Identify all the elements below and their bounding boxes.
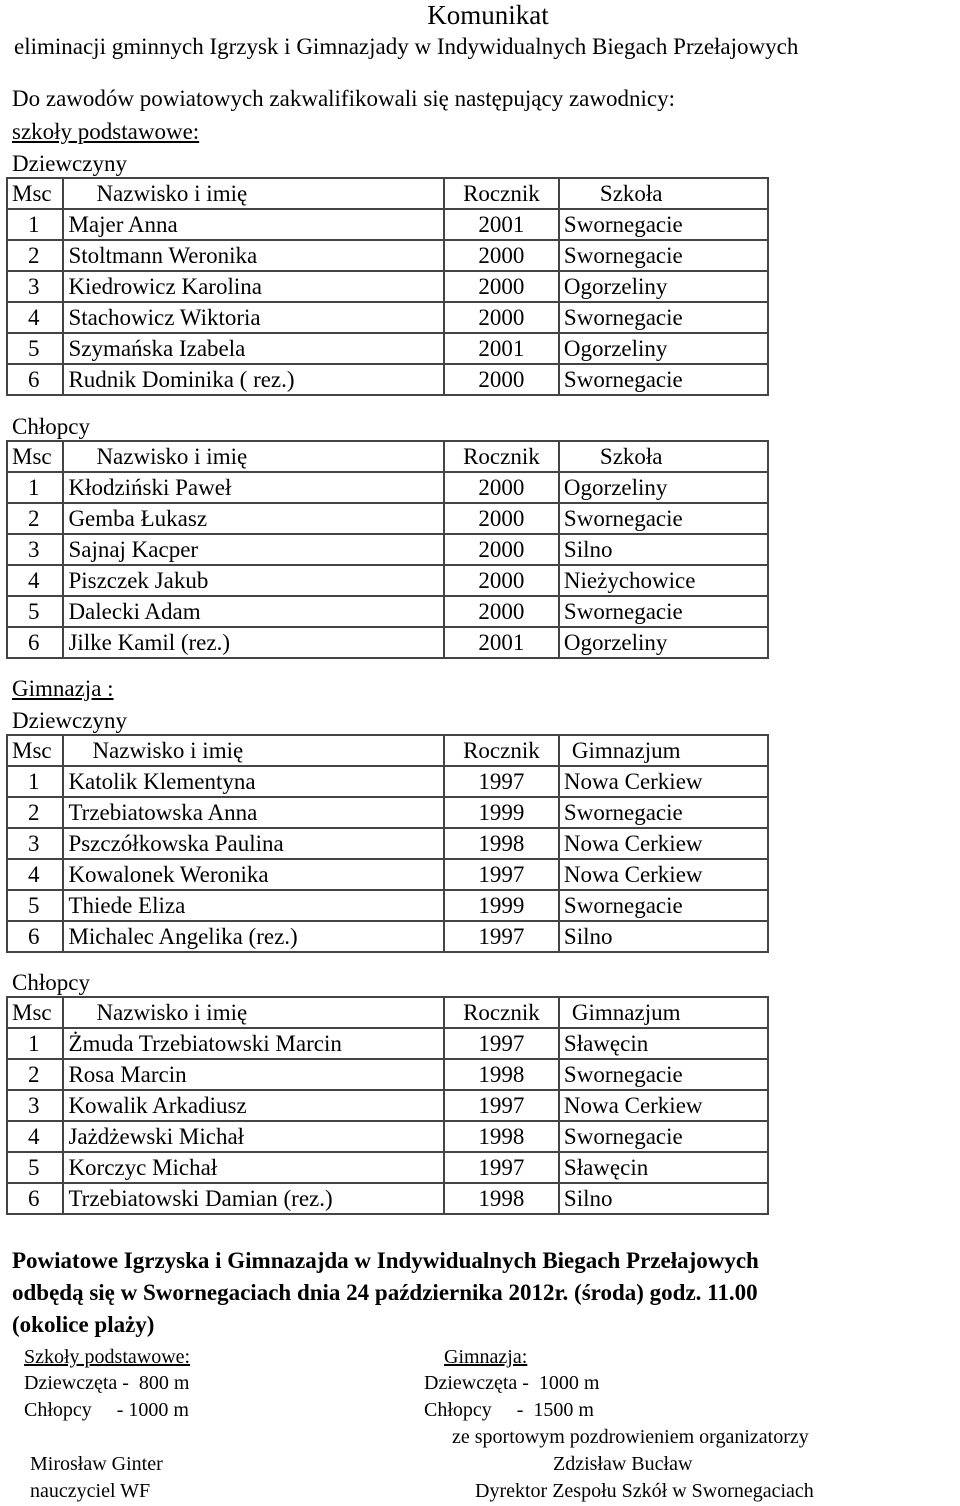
- row-year: 1997: [444, 921, 559, 952]
- header-name: Nazwisko i imię: [63, 178, 444, 209]
- row-school: Swornegacie: [559, 302, 768, 333]
- row-place: 4: [7, 302, 63, 333]
- header-school: Gimnazjum: [559, 735, 768, 766]
- table-header-row: [7, 997, 768, 1028]
- row-year: 2000: [444, 565, 559, 596]
- header-school: Gimnazjum: [559, 997, 768, 1028]
- row-name: Gemba Łukasz: [63, 503, 444, 534]
- table-header-row: [7, 441, 768, 472]
- row-place: 6: [7, 921, 63, 952]
- footer-left-name: Mirosław Ginter: [30, 1453, 163, 1475]
- table-row: [7, 271, 768, 302]
- row-place: 3: [7, 1090, 63, 1121]
- row-year: 1997: [444, 1090, 559, 1121]
- row-year: 1998: [444, 1183, 559, 1214]
- row-year: 1998: [444, 1121, 559, 1152]
- distances-sp-label: Szkoły podstawowe:: [24, 1346, 191, 1368]
- row-year: 2001: [444, 627, 559, 658]
- label-boys-gim: Chłopcy: [12, 970, 90, 995]
- row-name: Jilke Kamil (rez.): [63, 627, 444, 658]
- table-row: [7, 565, 768, 596]
- label-boys-sp: Chłopcy: [12, 414, 90, 439]
- row-school: Ogorzeliny: [559, 472, 768, 503]
- row-school: Sławęcin: [559, 1152, 768, 1183]
- row-place: 4: [7, 1121, 63, 1152]
- row-name: Sajnaj Kacper: [63, 534, 444, 565]
- table-row: [7, 766, 768, 797]
- label-girls-sp: Dziewczyny: [12, 151, 127, 176]
- table-row: [7, 240, 768, 271]
- table-gim-girls: [6, 734, 769, 953]
- section-primary-schools: szkoły podstawowe:: [12, 119, 200, 144]
- row-name: Kowalonek Weronika: [63, 859, 444, 890]
- row-name: Pszczółkowska Paulina: [63, 828, 444, 859]
- header-place: Msc: [7, 997, 63, 1028]
- footer-right-name: Zdzisław Bucław: [553, 1453, 693, 1475]
- row-name: Majer Anna: [63, 209, 444, 240]
- row-name: Rudnik Dominika ( rez.): [63, 364, 444, 395]
- table-row: [7, 1152, 768, 1183]
- row-place: 6: [7, 364, 63, 395]
- table-row: [7, 859, 768, 890]
- footer-right-role: Dyrektor Zespołu Szkół w Swornegaciach: [475, 1480, 814, 1502]
- header-year: Rocznik: [444, 997, 559, 1028]
- footer-left-role: nauczyciel WF: [30, 1480, 151, 1502]
- row-school: Silno: [559, 1183, 768, 1214]
- row-school: Swornegacie: [559, 1121, 768, 1152]
- row-place: 1: [7, 472, 63, 503]
- row-name: Dalecki Adam: [63, 596, 444, 627]
- row-year: 1999: [444, 890, 559, 921]
- row-name: Kiedrowicz Karolina: [63, 271, 444, 302]
- header-place: Msc: [7, 735, 63, 766]
- row-place: 3: [7, 271, 63, 302]
- row-place: 2: [7, 503, 63, 534]
- row-year: 2000: [444, 534, 559, 565]
- row-name: Korczyc Michał: [63, 1152, 444, 1183]
- row-name: Stoltmann Weronika: [63, 240, 444, 271]
- row-year: 2001: [444, 333, 559, 364]
- row-school: Nowa Cerkiew: [559, 1090, 768, 1121]
- table-row: [7, 534, 768, 565]
- row-place: 2: [7, 1059, 63, 1090]
- table-row: [7, 1090, 768, 1121]
- row-place: 4: [7, 859, 63, 890]
- table-row: [7, 828, 768, 859]
- table-row: [7, 596, 768, 627]
- row-school: Silno: [559, 921, 768, 952]
- row-school: Swornegacie: [559, 596, 768, 627]
- row-school: Nowa Cerkiew: [559, 859, 768, 890]
- row-name: Kłodziński Paweł: [63, 472, 444, 503]
- table-row: [7, 890, 768, 921]
- header-year: Rocznik: [444, 735, 559, 766]
- row-place: 6: [7, 627, 63, 658]
- table-row: [7, 364, 768, 395]
- table-row: [7, 1028, 768, 1059]
- row-school: Swornegacie: [559, 890, 768, 921]
- header-name: Nazwisko i imię: [63, 441, 444, 472]
- table-row: [7, 921, 768, 952]
- table-sp-girls: [6, 177, 769, 396]
- row-name: Piszczek Jakub: [63, 565, 444, 596]
- table-row: [7, 333, 768, 364]
- row-place: 5: [7, 890, 63, 921]
- row-place: 1: [7, 209, 63, 240]
- header-year: Rocznik: [444, 441, 559, 472]
- table-row: [7, 209, 768, 240]
- intro-text: Do zawodów powiatowych zakwalifikowali się następujący zawodnicy:: [12, 86, 675, 111]
- header-name: Nazwisko i imię: [63, 997, 444, 1028]
- header-place: Msc: [7, 178, 63, 209]
- row-name: Rosa Marcin: [63, 1059, 444, 1090]
- distances-gim-label: Gimnazja:: [444, 1346, 528, 1368]
- row-school: Swornegacie: [559, 503, 768, 534]
- row-year: 2000: [444, 302, 559, 333]
- row-school: Ogorzeliny: [559, 271, 768, 302]
- row-place: 3: [7, 534, 63, 565]
- row-name: Stachowicz Wiktoria: [63, 302, 444, 333]
- row-name: Trzebiatowski Damian (rez.): [63, 1183, 444, 1214]
- row-year: 1997: [444, 1152, 559, 1183]
- row-year: 1997: [444, 859, 559, 890]
- header-name: Nazwisko i imię: [63, 735, 444, 766]
- table-row: [7, 1183, 768, 1214]
- row-school: Nowa Cerkiew: [559, 766, 768, 797]
- row-place: 6: [7, 1183, 63, 1214]
- row-year: 1998: [444, 828, 559, 859]
- row-school: Silno: [559, 534, 768, 565]
- row-name: Kowalik Arkadiusz: [63, 1090, 444, 1121]
- row-name: Thiede Eliza: [63, 890, 444, 921]
- label-girls-gim: Dziewczyny: [12, 708, 127, 733]
- row-place: 2: [7, 797, 63, 828]
- announcement-line-2: odbędą się w Swornegaciach dnia 24 października 2012r. (środa) godz. 11.00: [12, 1280, 758, 1305]
- distance-gim-boys: Chłopcy - 1500 m: [424, 1399, 594, 1421]
- row-place: 1: [7, 766, 63, 797]
- row-year: 2000: [444, 364, 559, 395]
- distance-sp-girls: Dziewczęta - 800 m: [24, 1372, 190, 1394]
- row-place: 1: [7, 1028, 63, 1059]
- row-year: 1999: [444, 797, 559, 828]
- row-year: 2000: [444, 596, 559, 627]
- row-school: Nieżychowice: [559, 565, 768, 596]
- table-sp-boys: [6, 440, 769, 659]
- row-name: Szymańska Izabela: [63, 333, 444, 364]
- table-row: [7, 302, 768, 333]
- row-school: Swornegacie: [559, 209, 768, 240]
- row-school: Sławęcin: [559, 1028, 768, 1059]
- row-year: 2000: [444, 240, 559, 271]
- row-school: Nowa Cerkiew: [559, 828, 768, 859]
- row-year: 2000: [444, 472, 559, 503]
- section-gimnazja: Gimnazja :: [12, 676, 114, 701]
- row-school: Swornegacie: [559, 240, 768, 271]
- distance-sp-boys: Chłopcy - 1000 m: [24, 1399, 189, 1421]
- row-school: Swornegacie: [559, 364, 768, 395]
- row-school: Ogorzeliny: [559, 627, 768, 658]
- row-name: Katolik Klementyna: [63, 766, 444, 797]
- row-year: 2000: [444, 503, 559, 534]
- page-title: Komunikat: [427, 0, 549, 30]
- header-school: Szkoła: [559, 441, 768, 472]
- table-row: [7, 627, 768, 658]
- row-school: Swornegacie: [559, 797, 768, 828]
- row-year: 1997: [444, 766, 559, 797]
- row-place: 4: [7, 565, 63, 596]
- table-row: [7, 1121, 768, 1152]
- table-row: [7, 503, 768, 534]
- row-year: 1998: [444, 1059, 559, 1090]
- header-year: Rocznik: [444, 178, 559, 209]
- row-name: Michalec Angelika (rez.): [63, 921, 444, 952]
- row-place: 5: [7, 333, 63, 364]
- row-name: Trzebiatowska Anna: [63, 797, 444, 828]
- row-school: Swornegacie: [559, 1059, 768, 1090]
- announcement-line-1: Powiatowe Igrzyska i Gimnazajda w Indywidualnych Biegach Przełajowych: [12, 1248, 759, 1273]
- row-year: 2000: [444, 271, 559, 302]
- row-place: 3: [7, 828, 63, 859]
- header-school: Szkoła: [559, 178, 768, 209]
- row-year: 2001: [444, 209, 559, 240]
- distance-gim-girls: Dziewczęta - 1000 m: [424, 1372, 600, 1394]
- header-place: Msc: [7, 441, 63, 472]
- row-place: 2: [7, 240, 63, 271]
- table-header-row: [7, 178, 768, 209]
- table-row: [7, 472, 768, 503]
- row-name: Żmuda Trzebiatowski Marcin: [63, 1028, 444, 1059]
- table-gim-boys: [6, 996, 769, 1215]
- page-subtitle: eliminacji gminnych Igrzysk i Gimnazjady w Indywidualnych Biegach Przełajowych: [14, 34, 799, 59]
- row-place: 5: [7, 1152, 63, 1183]
- row-place: 5: [7, 596, 63, 627]
- row-year: 1997: [444, 1028, 559, 1059]
- row-name: Jażdżewski Michał: [63, 1121, 444, 1152]
- footer-greeting: ze sportowym pozdrowieniem organizatorzy: [452, 1426, 809, 1448]
- table-row: [7, 1059, 768, 1090]
- row-school: Ogorzeliny: [559, 333, 768, 364]
- announcement-line-3: (okolice plaży): [12, 1312, 155, 1337]
- table-header-row: [7, 735, 768, 766]
- table-row: [7, 797, 768, 828]
